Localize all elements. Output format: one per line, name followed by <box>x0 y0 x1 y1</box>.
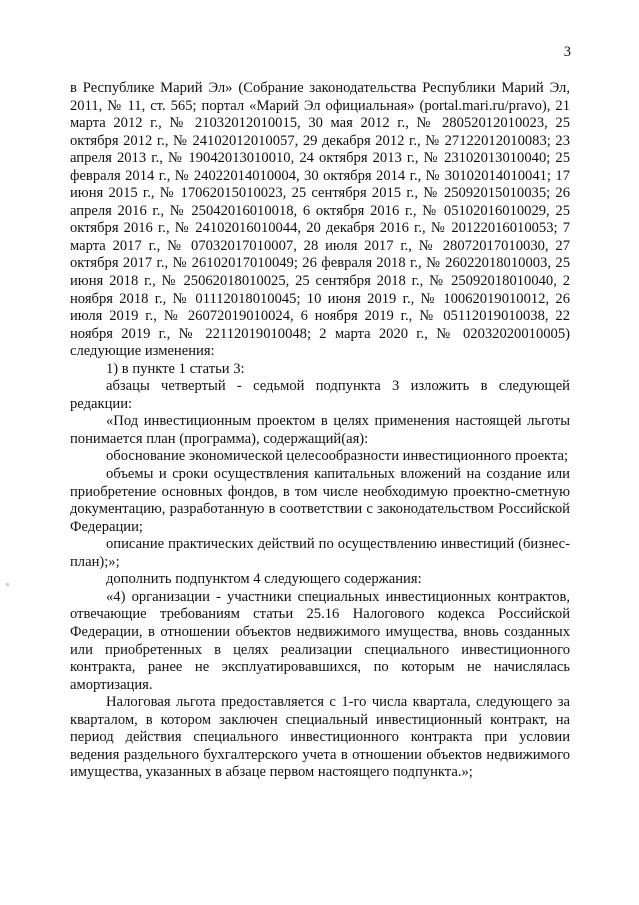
paragraph-amendment-sources: в Республике Марий Эл» (Собрание законодательства Республики Марий Эл, 2011, № 11, ст. 565; портал «Марий Эл официальная» (portal.mari.ru/pravo), 21 марта 2012 г., № 21032012010015, 30 мая 2012 г., № 28052012010023, 25 октября 2012 г., № 24102012010057, 29 декабря 2012 г., № 27122012010083; 23 апреля 2013 г., № 19042013010010, 24 октября 2013 г., № 23102013010040; 25 февраля 2014 г., № 24022014010004, 30 октября 2014 г., № 30102014010041; 17 июня 2015 г., № 17062015010023, 25 сентября 2015 г., № 25092015010035; 26 апреля 2016 г., № 25042016010018, 6 октября 2016 г., № 05102016010029, 25 октября 2016 г., № 24102016010044, 20 декабря 2016 г., № 20122016010053; 7 марта 2017 г., № 07032017010007, 28 июля 2017 г., № 28072017010030, 27 октября 2017 г., № 26102017010049; 26 февраля 2018 г., № 26022018010003, 25 июня 2018 г., № 25062018010025, 25 сентября 2018 г., № 25092018010040, 2 ноября 2018 г., № 01112018010045; 10 июня 2019 г., № 10062019010012, 26 июля 2019 г., № 26072019010024, 6 ноября 2019 г., № 05112019010038, 22 ноября 2019 г., № 22112019010048; 2 марта 2020 г., № 02032020010005) следующие изменения: <box>70 80 570 360</box>
paragraph-subitem-4: «4) организации - участники специальных инвестиционных контрактов, отвечающие требованиям статьи 25.16 Налогового кодекса Российской Федерации, в отношении объектов недвижимого имущества, вновь созданных или приобретенных в целях реализации специального инвестиционного контракта, ранее не эксплуатировавшихся, по которым не начислялась амортизация. <box>70 588 570 693</box>
scan-speck <box>6 583 9 586</box>
paragraph-replace-instruction: абзацы четвертый - седьмой подпункта 3 изложить в следующей редакции: <box>70 378 570 412</box>
paragraph-item-1: 1) в пункте 1 статьи 3: <box>106 360 245 377</box>
paragraph-tax-benefit-period: Налоговая льгота предоставляется с 1-го числа квартала, следующего за кварталом, в котором заключен специальный инвестиционный контракт, на период действия специального инвестиционного контракта при условии ведения раздельного бухгалтерского учета в отношении объектов недвижимого имущества, указанных в абзаце первом настоящего подпункта.»; <box>70 694 570 781</box>
paragraph-capital-investments: объемы и сроки осуществления капитальных вложений на создание или приобретение основных фондов, в том числе необходимую проектно-сметную документацию, разработанную в соответствии с законодательством Российской Федерации; <box>70 466 570 535</box>
paragraph-add-subitem-instruction: дополнить подпунктом 4 следующего содержания: <box>106 571 422 588</box>
page-number: 3 <box>563 44 571 60</box>
paragraph-investment-project-definition: «Под инвестиционным проектом в целях применения настоящей льготы понимается план (программа), содержащий(ая): <box>70 413 570 447</box>
paragraph-business-plan: описание практических действий по осуществлению инвестиций (бизнес-план);»; <box>70 536 570 570</box>
paragraph-economic-justification: обоснование экономической целесообразности инвестиционного проекта; <box>106 448 569 465</box>
document-body <box>70 80 570 782</box>
